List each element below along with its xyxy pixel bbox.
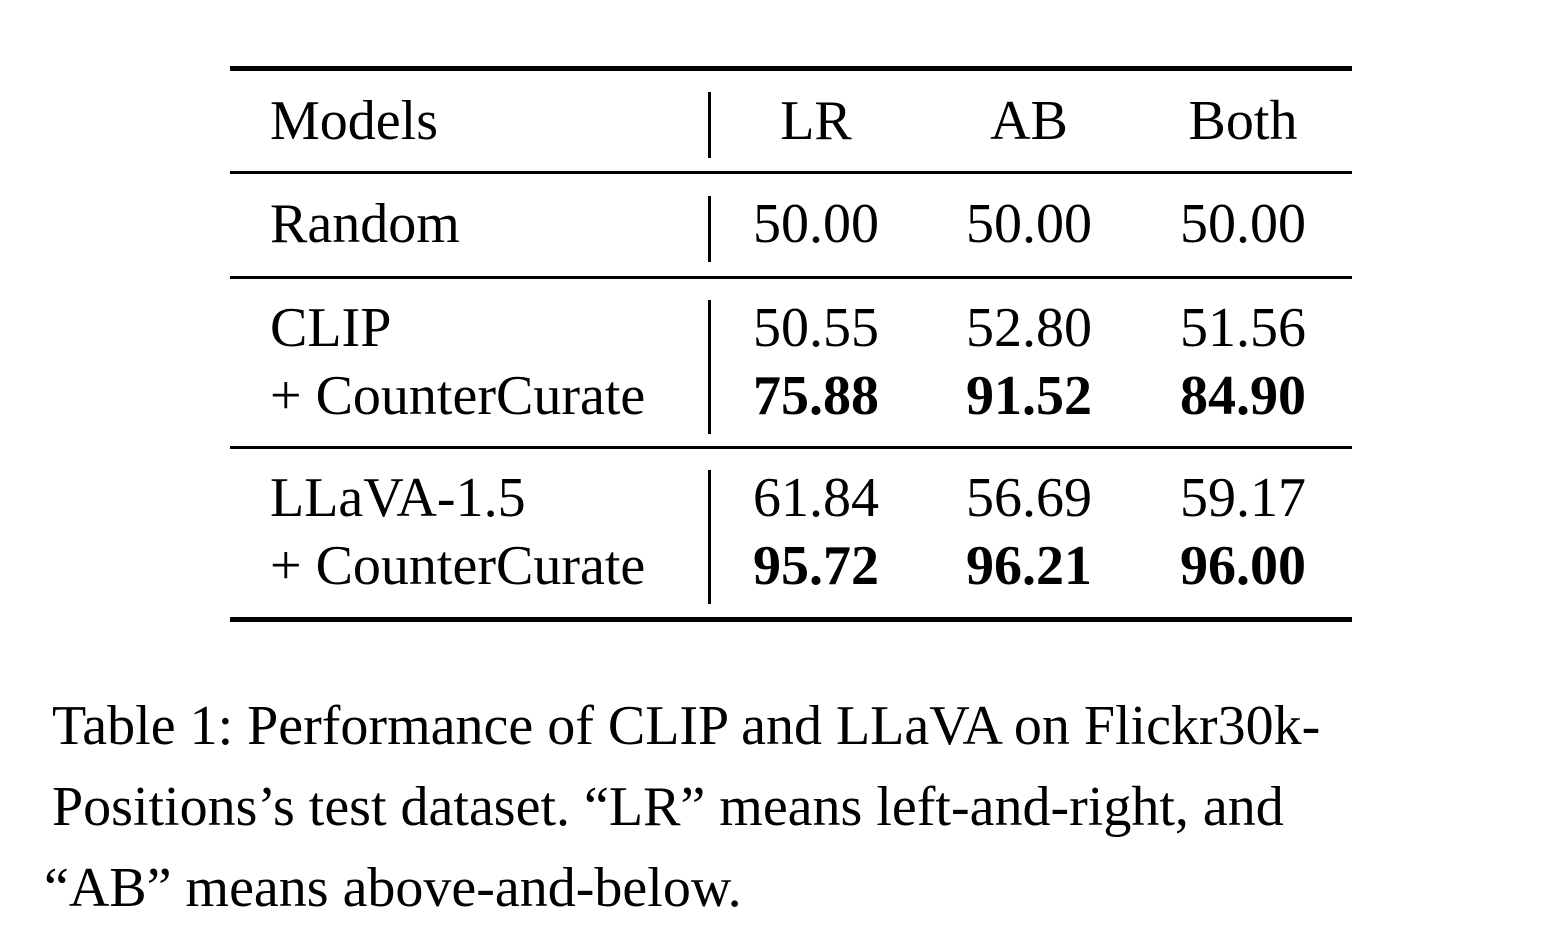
cell-random-lr: 50.00 [753, 193, 879, 255]
row-model-random: Random [270, 193, 460, 255]
cell-llava-cc-ab: 96.21 [966, 535, 1092, 597]
cell-clip-cc-both: 84.90 [1180, 365, 1306, 427]
cell-llava-both: 59.17 [1180, 467, 1306, 529]
group-rule-1 [230, 276, 1352, 279]
caption-line: “AB” means above-and-below. [44, 857, 742, 919]
results-table [230, 66, 1352, 622]
cell-llava-ab: 56.69 [966, 467, 1092, 529]
cell-clip-cc-lr: 75.88 [753, 365, 879, 427]
header-ab: AB [990, 90, 1068, 152]
header-rule [230, 171, 1352, 174]
column-separator [708, 196, 711, 262]
header-models: Models [270, 90, 438, 152]
cell-llava-lr: 61.84 [753, 467, 879, 529]
column-separator [708, 470, 711, 604]
column-separator [708, 92, 711, 158]
row-model-llava-countercurate: + CounterCurate [270, 535, 646, 597]
cell-clip-both: 51.56 [1180, 297, 1306, 359]
column-separator [708, 300, 711, 434]
header-both: Both [1188, 90, 1298, 152]
group-rule-2 [230, 446, 1352, 449]
cell-clip-lr: 50.55 [753, 297, 879, 359]
top-rule [230, 66, 1352, 71]
row-model-llava: LLaVA-1.5 [270, 467, 526, 529]
table-caption [44, 686, 1532, 929]
caption-line: Table 1: Performance of CLIP and LLaVA on Flickr30k- [52, 695, 1321, 757]
cell-random-ab: 50.00 [966, 193, 1092, 255]
caption-line: Positions’s test dataset. “LR” means left-and-right, and [52, 776, 1284, 838]
bottom-rule [230, 617, 1352, 622]
cell-clip-ab: 52.80 [966, 297, 1092, 359]
cell-llava-cc-both: 96.00 [1180, 535, 1306, 597]
row-model-clip-countercurate: + CounterCurate [270, 365, 646, 427]
cell-clip-cc-ab: 91.52 [966, 365, 1092, 427]
cell-llava-cc-lr: 95.72 [753, 535, 879, 597]
header-lr: LR [780, 90, 852, 152]
cell-random-both: 50.00 [1180, 193, 1306, 255]
row-model-clip: CLIP [270, 297, 392, 359]
